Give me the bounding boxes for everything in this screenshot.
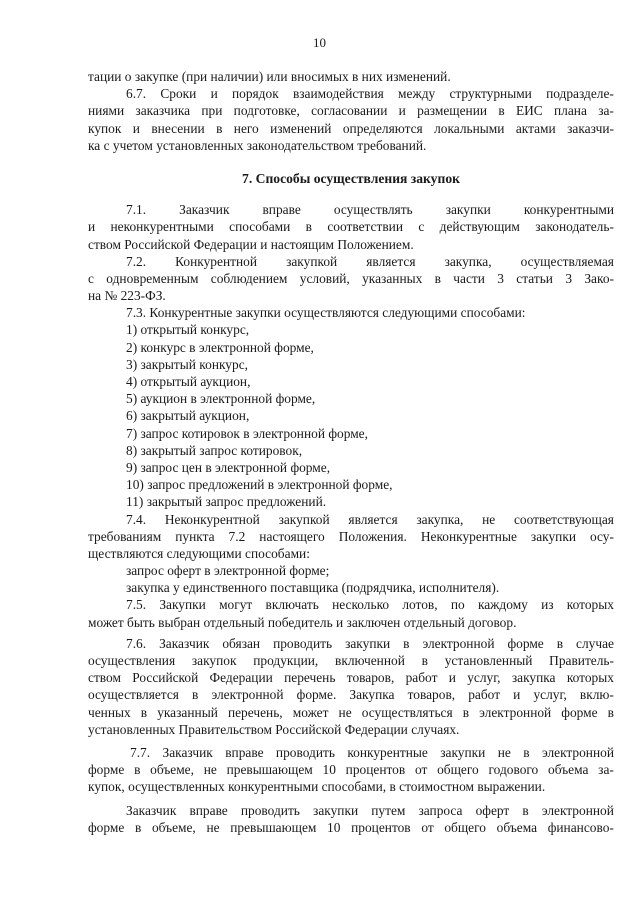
paragraph-7-2 [88, 253, 614, 305]
list-item: 5) аукцион в электронной форме, [126, 391, 316, 407]
text-line: ством Российской Федерации перечень товаров, работ и услуг, закупка которых [88, 670, 614, 686]
text-line: ка с учетом установленных законодательством требований. [88, 137, 427, 153]
text-line: ченных в указанный перечень, может не осуществляться в электронной форме в [88, 704, 614, 720]
text-line: тации о закупке (при наличии) или вносимых в них изменений. [88, 69, 451, 84]
text-line: может быть выбран отдельный победитель и заключен отдельный договор. [88, 614, 517, 630]
list-item: 10) запрос предложений в электронной форме, [126, 477, 393, 493]
paragraph-7-7 [88, 744, 614, 796]
text-line: форме в объеме, не превышающем 10 процентов от общего годового объема за- [88, 762, 614, 778]
list-item: 2) конкурс в электронной форме, [126, 339, 314, 355]
text-line: осуществляется в электронной форме. Закупка товаров, работ и услуг, вклю- [88, 687, 614, 703]
text-line: на № 223-ФЗ. [88, 288, 166, 304]
paragraph-7-1 [88, 201, 614, 253]
text-line: ством Российской Федерации и настоящим Положением. [88, 236, 414, 252]
text-line: установленных Правительством Российской Федерации случаях. [88, 721, 460, 737]
text-line: 7.5. Закупки могут включать несколько лотов, по каждому из которых [126, 597, 614, 613]
paragraph-6-6-tail [88, 68, 614, 85]
text-line: Заказчик вправе проводить закупки путем запроса оферт в электронной [126, 802, 614, 818]
section-title: 7. Способы осуществления закупок [242, 170, 460, 186]
list-item: 11) закрытый запрос предложений. [126, 494, 327, 510]
paragraph-7-3 [88, 304, 614, 510]
list-item: 6) закрытый аукцион, [126, 408, 250, 424]
list-item: запрос оферт в электронной форме; [126, 563, 330, 579]
paragraph-7-4 [88, 511, 614, 597]
list-item: 4) открытый аукцион, [126, 374, 251, 390]
text-line: требованиям пункта 7.2 настоящего Положения. Неконкурентные закупки осу- [88, 528, 614, 544]
paragraph-7-6 [88, 635, 614, 738]
document-body [88, 68, 614, 836]
list-item: 3) закрытый конкурс, [126, 356, 248, 372]
list-item: 8) закрытый запрос котировок, [126, 442, 303, 458]
text-line: с одновременным соблюдением условий, указанных в части 3 статьи 3 Зако- [88, 270, 614, 286]
text-line: 7.4. Неконкурентной закупкой является закупка, не соответствующая [126, 511, 614, 527]
page-number: 10 [313, 35, 326, 50]
list-item: 7) запрос котировок в электронной форме, [126, 425, 368, 441]
text-line: и неконкурентными способами в соответствии с действующим законодатель- [88, 219, 614, 235]
list-item: закупка у единственного поставщика (подрядчика, исполнителя). [126, 580, 500, 596]
paragraph-7-5 [88, 596, 614, 630]
text-line: купок, осуществленных конкурентными способами, в стоимостном выражении. [88, 779, 546, 795]
text-line: 7.3. Конкурентные закупки осуществляются следующими способами: [126, 305, 526, 321]
paragraph-7-7-continued [88, 802, 614, 836]
text-line: купок и внесении в него изменений определяются локальными актами заказчи- [88, 120, 614, 136]
text-line: ществляются следующими способами: [88, 545, 310, 561]
paragraph-6-7 [88, 85, 614, 154]
text-line: ниями заказчика при подготовке, согласовании и размещении в ЕИС плана за- [88, 103, 614, 119]
text-line: 6.7. Сроки и порядок взаимодействия между структурными подразделе- [126, 86, 614, 102]
text-line: 7.6. Заказчик обязан проводить закупки в электронной форме в случае [126, 635, 614, 651]
text-line: 7.2. Конкурентной закупкой является закупка, осуществляемая [126, 253, 614, 269]
text-line: форме в объеме, не превышающем 10 процентов от общего объема финансово- [88, 819, 614, 835]
text-line: 7.7. Заказчик вправе проводить конкурентные закупки не в электронной [130, 744, 614, 760]
list-item: 9) запрос цен в электронной форме, [126, 459, 331, 475]
text-line: осуществления закупок продукции, включенной в установленный Правитель- [88, 653, 614, 669]
text-line: 7.1. Заказчик вправе осуществлять закупки конкурентными [126, 202, 614, 218]
list-item: 1) открытый конкурс, [126, 322, 250, 338]
